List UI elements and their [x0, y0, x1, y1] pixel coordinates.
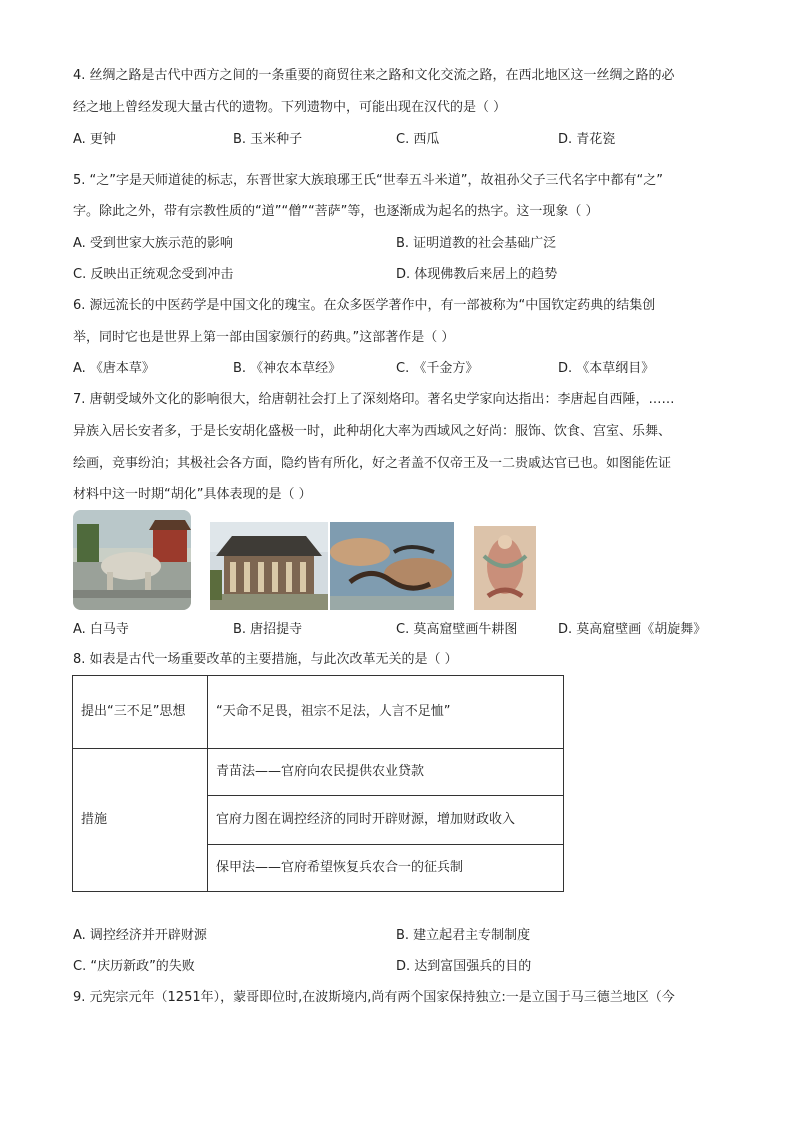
q5-option-d[interactable]: D. 体现佛教后来居上的趋势 [396, 267, 558, 282]
q7-stem-line1: 7. 唐朝受域外文化的影响很大，给唐朝社会打上了深刻烙印。著名史学家向达指出：李唐起自西陲，…… [73, 392, 675, 407]
q8-option-c[interactable]: C. “庆历新政”的失败 [73, 959, 195, 974]
q5-stem-line1: 5. “之”字是天师道徒的标志，东晋世家大族琅琊王氏“世奉五斗米道”，故祖孙父子三代名字中都有“之” [73, 173, 663, 188]
q8-stem: 8. 如表是古代一场重要改革的主要措施，与此次改革无关的是（ ） [73, 652, 458, 667]
q7-stem-line2: 异族入居长安者多，于是长安胡化盛极一时，此种胡化大率为西域风之好尚：服饰、饮食、宫室、乐舞、 [73, 424, 672, 439]
q8-option-b[interactable]: B. 建立起君主专制制度 [396, 928, 531, 943]
q7-option-c[interactable]: C. 莫高窟壁画牛耕图 [396, 622, 518, 637]
mogao-huxuan-dance-image [474, 526, 536, 610]
q5-option-b[interactable]: B. 证明道教的社会基础广泛 [396, 236, 557, 251]
q4-stem-line2: 经之地上曾经发现大量古代的遗物。下列遗物中，可能出现在汉代的是（ ） [73, 100, 507, 115]
q5-stem-line2: 字。除此之外，带有宗教性质的“道”“僧”“菩萨”等，也逐渐成为起名的热字。这一现象（ ） [73, 204, 599, 219]
measures-header: 措施 [73, 749, 208, 892]
measure-item: 保甲法——官府希望恢复兵农合一的征兵制 [208, 845, 564, 892]
q5-option-c[interactable]: C. 反映出正统观念受到冲击 [73, 267, 234, 282]
mogao-ox-plowing-image [330, 522, 454, 610]
q6-option-b[interactable]: B. 《神农本草经》 [233, 361, 342, 376]
q7-stem-line4: 材料中这一时期“胡化”具体表现的是（ ） [73, 487, 312, 502]
q6-option-d[interactable]: D. 《本草纲目》 [558, 361, 655, 376]
three-not-enough-header: 提出“三不足”思想 [73, 676, 208, 749]
reform-table [72, 675, 564, 892]
q7-option-a[interactable]: A. 白马寺 [73, 622, 129, 637]
measure-item: 青苗法——官府向农民提供农业贷款 [208, 749, 564, 796]
q7-option-b[interactable]: B. 唐招提寺 [233, 622, 303, 637]
q9-stem-line1: 9. 元宪宗元年（1251年），蒙哥即位时,在波斯境内,尚有两个国家保持独立:一是立国于马三德兰地区（今 [73, 990, 675, 1005]
q5-option-a[interactable]: A. 受到世家大族示范的影响 [73, 236, 233, 251]
q4-option-a[interactable]: A. 更钟 [73, 132, 116, 147]
q7-option-d[interactable]: D. 莫高窟壁画《胡旋舞》 [558, 622, 707, 637]
tangzhaoti-temple-image [210, 522, 328, 610]
q6-stem-line1: 6. 源远流长的中医药学是中国文化的瑰宝。在众多医学著作中，有一部被称为“中国钦定药典的结集创 [73, 298, 656, 313]
q6-option-a[interactable]: A. 《唐本草》 [73, 361, 155, 376]
q6-stem-line2: 举，同时它也是世界上第一部由国家颁行的药典。”这部著作是（ ） [73, 330, 455, 345]
q8-option-d[interactable]: D. 达到富国强兵的目的 [396, 959, 532, 974]
measure-item: 官府力图在调控经济的同时开辟财源，增加财政收入 [208, 796, 564, 845]
q4-stem-line1: 4. 丝绸之路是古代中西方之间的一条重要的商贸往来之路和文化交流之路，在西北地区这一丝绸之路的必 [73, 68, 675, 83]
q4-option-b[interactable]: B. 玉米种子 [233, 132, 303, 147]
q6-option-c[interactable]: C. 《千金方》 [396, 361, 479, 376]
q4-option-d[interactable]: D. 青花瓷 [558, 132, 616, 147]
q7-stem-line3: 绘画，竞事纷泊；其极社会各方面，隐约皆有所化，好之者盖不仅帝王及一二贵戚达官已也。如图能佐证 [73, 456, 672, 471]
three-not-enough-content: “天命不足畏，祖宗不足法，人言不足恤” [208, 676, 564, 749]
table-row [73, 676, 564, 749]
table-row [73, 749, 564, 796]
q4-option-c[interactable]: C. 西瓜 [396, 132, 440, 147]
q8-option-a[interactable]: A. 调控经济并开辟财源 [73, 928, 207, 943]
baima-temple-image [73, 510, 191, 610]
